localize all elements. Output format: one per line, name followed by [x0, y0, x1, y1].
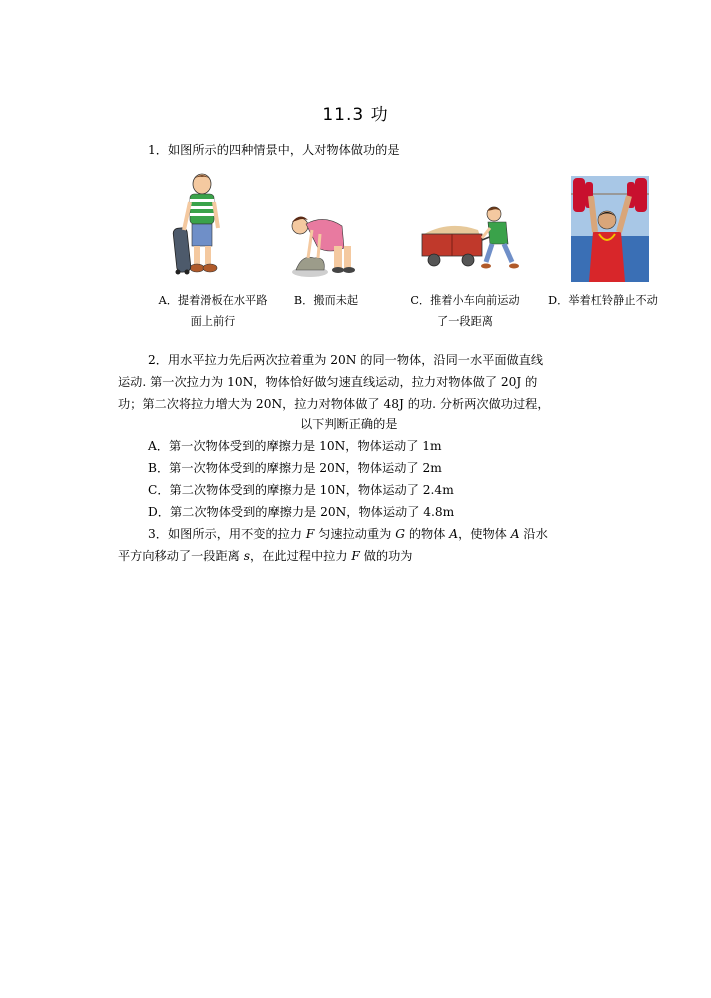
q2-choice-d: D．第二次物体受到的摩擦力是 20N，物体运动了 4.8m: [148, 505, 455, 519]
q3-text: 平方向移动了一段距离: [118, 549, 244, 563]
q3-line-1: [148, 526, 548, 542]
q2-line-4: 以下判断正确的是: [300, 417, 398, 431]
var-f: F: [305, 527, 315, 541]
option-d-caption: [540, 290, 666, 311]
option-b-caption: [286, 290, 366, 311]
option-d-line1: D．举着杠铃静止不动: [548, 294, 658, 307]
var-a: A: [510, 527, 520, 541]
q2-line-2: 运动. 第一次拉力为 10N，物体恰好做匀速直线运动，拉力对物体做了 20J 的: [118, 375, 538, 389]
option-c-line2: 了一段距离: [437, 315, 493, 328]
var-g: G: [395, 527, 405, 541]
q3-text: 的物体: [404, 527, 450, 541]
q3-text: 做的功为: [359, 549, 413, 563]
q3-text: ，在此过程中拉力: [250, 549, 352, 563]
option-c-line1: C．推着小车向前运动: [410, 294, 520, 307]
q3-text: ，使物体: [458, 527, 511, 541]
var-f: F: [351, 549, 360, 563]
figure-d-weightlifter: [571, 176, 649, 282]
q2-line-3: 功；第二次将拉力增大为 20N，拉力对物体做了 48J 的功. 分析两次做功过程，: [118, 397, 550, 411]
figure-b-lifting: [290, 208, 358, 278]
option-a-line2: 面上前行: [190, 315, 236, 328]
q2-choice-a: A．第一次物体受到的摩擦力是 10N，物体运动了 1m: [148, 439, 442, 453]
var-s: s: [243, 549, 251, 563]
q3-text: 沿水: [519, 527, 548, 541]
var-a: A: [449, 527, 459, 541]
q2-line-1: 2．用水平拉力先后两次拉着重为 20N 的同一物体，沿同一水平面做直线: [148, 353, 544, 367]
page-title: 11.3 功: [322, 105, 389, 125]
q3-text: 匀速拉动重为: [314, 527, 396, 541]
figure-a-skateboard: [172, 172, 234, 280]
q2-choice-b: B．第一次物体受到的摩擦力是 20N，物体运动了 2m: [148, 461, 442, 475]
figure-c-cart: [420, 206, 530, 272]
q2-choice-c: C．第二次物体受到的摩擦力是 10N，物体运动了 2.4m: [148, 483, 454, 497]
option-a-line1: A．提着滑板在水平路: [158, 294, 268, 307]
q3-line-2: [118, 548, 412, 564]
q1-stem: 1．如图所示的四种情景中，人对物体做功的是: [148, 143, 400, 157]
option-b-line1: B．搬而未起: [293, 294, 359, 307]
q3-text: 3．如图所示，用不变的拉力: [148, 527, 306, 541]
option-c-caption: [400, 290, 530, 332]
option-a-caption: [150, 290, 276, 332]
